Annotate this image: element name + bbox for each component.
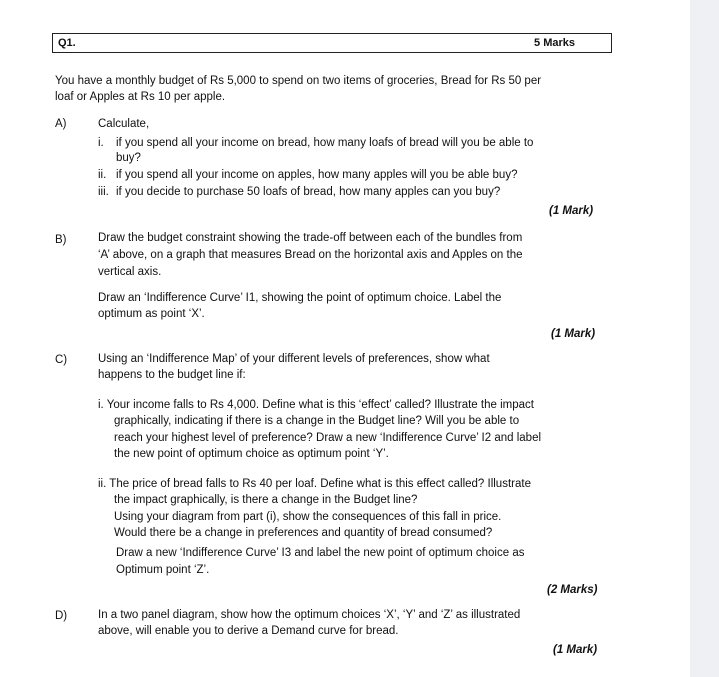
part-b-para1-line-3: vertical axis. xyxy=(98,266,162,278)
part-a-item-1-num: i. xyxy=(98,137,104,149)
part-d-marks: (1 Mark) xyxy=(553,644,598,656)
part-c-i-line-4: the new point of optimum choice as optimum point ‘Y’. xyxy=(114,448,389,460)
part-a-item-2-line-1: if you spend all your income on apples, how many apples will you be able buy? xyxy=(116,169,518,181)
part-c-i-line-1: i. Your income falls to Rs 4,000. Define what is this ‘effect’ called? Illustrate the impact xyxy=(98,399,534,411)
part-a-item-3-line-1: if you decide to purchase 50 loafs of bread, how many apples can you buy? xyxy=(116,186,501,198)
part-d-label: D) xyxy=(55,610,68,622)
part-c-ii-line-5: Draw a new ‘Indifference Curve’ I3 and label the new point of optimum choice as xyxy=(116,547,525,559)
question-number: Q1. xyxy=(58,37,76,49)
part-a-marks: (1 Mark) xyxy=(549,205,594,217)
part-c-ii-line-4: Would there be a change in preferences and quantity of bread consumed? xyxy=(114,527,493,539)
right-margin-panel xyxy=(690,0,719,677)
part-d-line-2: above, will enable you to derive a Demand curve for bread. xyxy=(98,625,399,637)
intro-line-1: You have a monthly budget of Rs 5,000 to spend on two items of groceries, Bread for Rs 50 per xyxy=(55,75,542,87)
part-b-para2-line-1: Draw an ‘Indifference Curve’ I1, showing the point of optimum choice. Label the xyxy=(98,292,502,304)
question-marks: 5 Marks xyxy=(534,37,575,49)
part-b-para1-line-1: Draw the budget constraint showing the trade-off between each of the bundles from xyxy=(98,232,523,244)
part-c-i-line-2: graphically, indicating if there is a change in the Budget line? Will you be able to xyxy=(114,415,520,427)
intro-line-2: loaf or Apples at Rs 10 per apple. xyxy=(55,91,226,103)
part-b-label: B) xyxy=(55,234,67,246)
part-c-ii-line-1: ii. The price of bread falls to Rs 40 per loaf. Define what is this effect called? Illustrate xyxy=(98,478,531,490)
part-a-item-1-line-2: buy? xyxy=(116,152,141,164)
part-c-ii-line-3: Using your diagram from part (i), show the consequences of this fall in price. xyxy=(114,511,502,523)
part-a-item-2-num: ii. xyxy=(98,169,107,181)
part-b-para2-line-2: optimum as point ‘X’. xyxy=(98,308,205,320)
part-c-ii-line-6: Optimum point ‘Z’. xyxy=(116,564,210,576)
part-c-marks: (2 Marks) xyxy=(547,584,598,596)
part-b-para1-line-2: ‘A’ above, on a graph that measures Bread on the horizontal axis and Apples on the xyxy=(98,249,523,261)
part-c-label: C) xyxy=(55,354,68,366)
part-a-label: A) xyxy=(55,118,67,130)
part-c-intro-line-1: Using an ‘Indifference Map’ of your different levels of preferences, show what xyxy=(98,353,490,365)
part-a-item-1-line-1: if you spend all your income on bread, how many loafs of bread will you be able to xyxy=(116,137,534,149)
part-b-marks: (1 Mark) xyxy=(551,328,596,340)
part-a-heading: Calculate, xyxy=(98,118,150,130)
part-d-line-1: In a two panel diagram, show how the optimum choices ‘X’, ‘Y’ and ‘Z’ as illustrated xyxy=(98,609,521,621)
part-c-i-line-3: reach your highest level of preference? Draw a new ‘Indifference Curve’ I2 and label xyxy=(114,432,542,444)
part-c-ii-line-2: the impact graphically, is there a change in the Budget line? xyxy=(114,494,418,506)
question-header-box xyxy=(52,33,612,53)
part-c-intro-line-2: happens to the budget line if: xyxy=(98,369,246,381)
part-a-item-3-num: iii. xyxy=(98,186,109,198)
